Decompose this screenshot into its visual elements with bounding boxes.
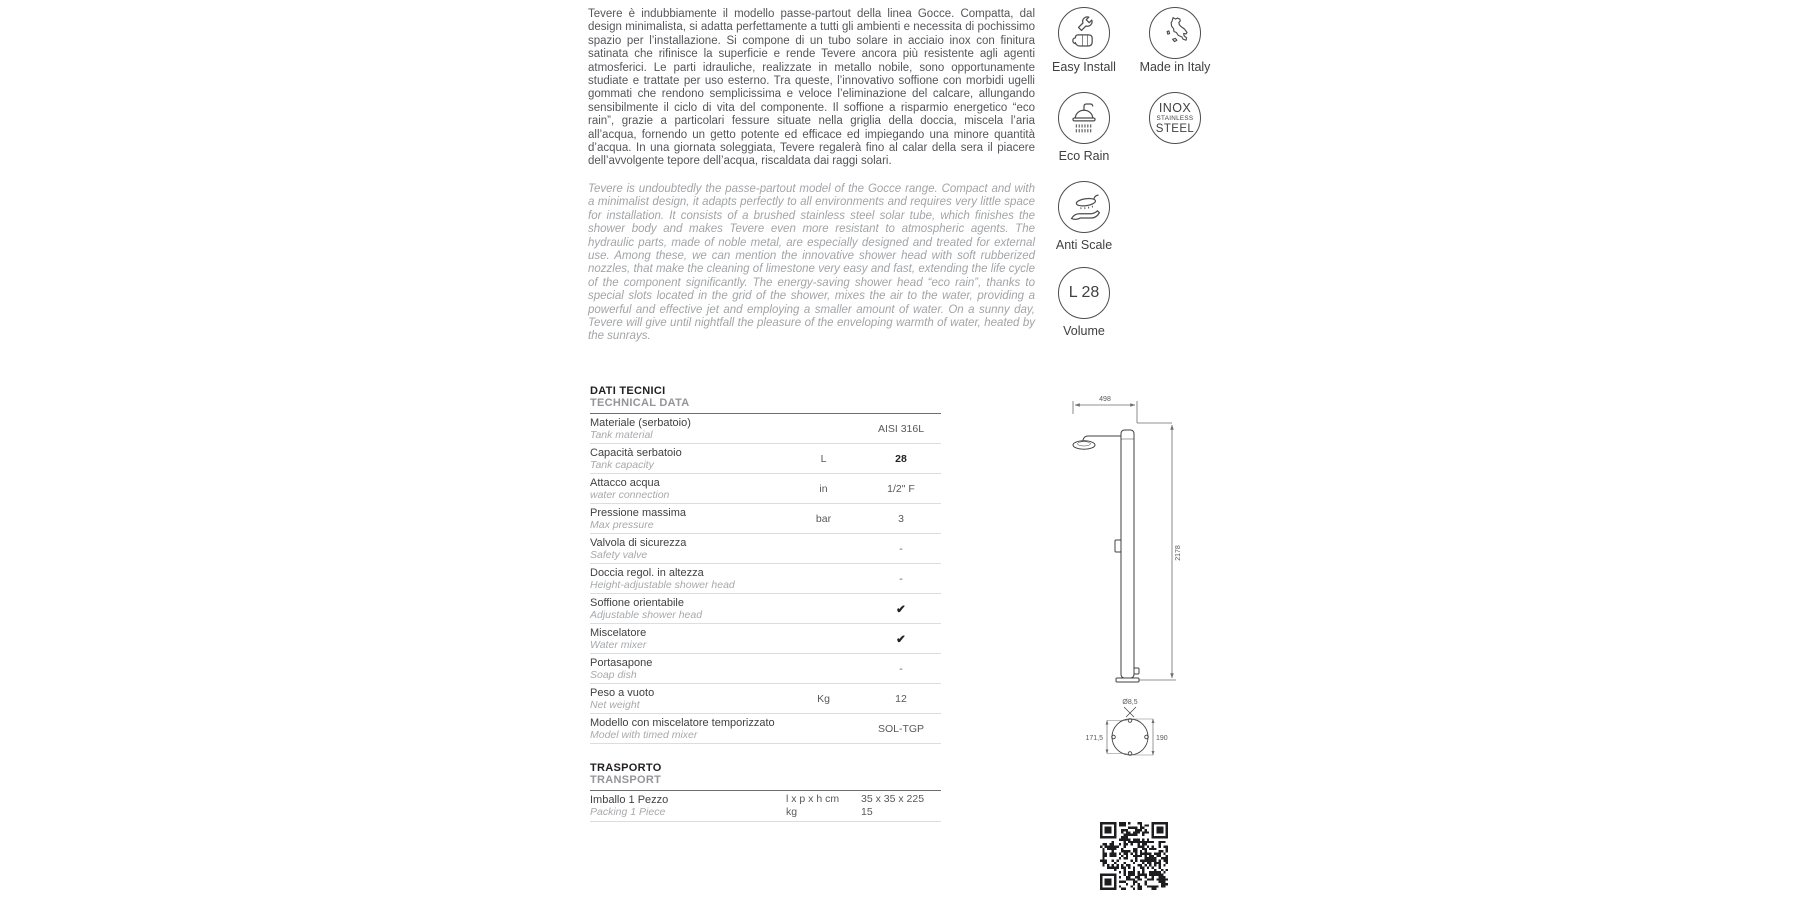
easy-install-badge — [1058, 7, 1110, 59]
height-dimension — [1139, 425, 1176, 680]
transport-header — [590, 762, 941, 791]
row-label-en: Tank capacity — [590, 458, 654, 471]
row-value-checkmark: ✔ — [896, 633, 906, 646]
row-label-it: Modello con miscelatore temporizzato — [590, 716, 775, 729]
inox-line2: STAINLESS — [1156, 114, 1194, 122]
width-dimension — [1073, 401, 1172, 423]
wrench-hand-icon — [1058, 8, 1110, 58]
row-unit: l x p x h cm kg — [786, 793, 840, 818]
base-dimensions — [1107, 719, 1153, 755]
anti-scale-label: Anti Scale — [1055, 238, 1113, 252]
row-unit: bar — [815, 512, 832, 525]
row-label-en: Soap dish — [590, 668, 637, 681]
row-label-en: Water mixer — [590, 638, 647, 651]
row-value: - — [899, 662, 903, 675]
section-title-it: TRASPORTO — [590, 762, 662, 774]
base-dim-right-label: 190 — [1156, 735, 1168, 742]
volume-badge — [1058, 267, 1110, 319]
paragraph-italian: Tevere è indubbiamente il modello passe-partout della linea Gocce. Compatta, dal design minimalista, si adatta perfettamente a tutti gli ambienti e necessita di pochissimo spazio per l’installazione. Si compone di un tubo solare in acciaio inox con finitura satinata che rifinisce la superficie e rende Tevere ancora più resistente agli agenti atmosferici. Le parti idrauliche, realizzate in metallo nobile, sono opportunamente studiate e trattate per uso esterno. Tra queste, l’innovativo soffione con morbidi ugelli gommati che rendono semplicissima e veloce l’eliminazione del calcare, allungando sensibilmente il ciclo di vita del componente. Il soffione a risparmio energetico “eco rain”, grazie a particolari fessure situate nella griglia della doccia, miscela l’aria all’acqua, fornendo un getto potente ed efficace ed impiegando una minore quantità d’acqua. In una giornata soleggiata, Tevere regalerà fino al calar della sera il piacere dell’avvolgente tepore dell’acqua, riscaldata dai raggi solari. — [588, 8, 1035, 168]
technical-data-header — [590, 385, 941, 414]
eco-rain-label: Eco Rain — [1058, 149, 1110, 163]
table-row — [590, 594, 941, 624]
row-label-it: Soffione orientabile — [590, 596, 684, 609]
easy-install-label: Easy Install — [1052, 60, 1116, 74]
hole-dim-label: Ø8,5 — [1122, 699, 1138, 706]
height-dim-label: 2178 — [1175, 545, 1182, 561]
row-label-it: Pressione massima — [590, 506, 686, 519]
section-title-en: TECHNICAL DATA — [590, 397, 690, 409]
anti-scale-badge — [1058, 181, 1110, 233]
technical-data-section — [590, 385, 941, 744]
inox-steel-badge — [1149, 92, 1201, 144]
row-label-en: water connection — [590, 488, 670, 501]
shower-drops-icon — [1058, 93, 1110, 143]
row-label-en: Packing 1 Piece — [590, 806, 666, 818]
shower-hand-icon — [1058, 182, 1110, 232]
table-row — [590, 654, 941, 684]
row-value: 3 — [898, 512, 904, 525]
row-label-it: Capacità serbatoio — [590, 446, 682, 459]
table-row — [590, 624, 941, 654]
row-value: AISI 316L — [877, 422, 925, 435]
table-row — [590, 534, 941, 564]
row-label-it: Materiale (serbatoio) — [590, 416, 691, 429]
row-label-en: Max pressure — [590, 518, 654, 531]
table-row — [590, 564, 941, 594]
row-value: 28 — [895, 452, 907, 465]
inox-line1: INOX — [1158, 100, 1192, 115]
row-label-it: Attacco acqua — [590, 476, 660, 489]
table-row — [590, 791, 941, 822]
row-unit: L — [820, 452, 827, 465]
row-label-it: Doccia regol. in altezza — [590, 566, 704, 579]
shower-column — [1073, 430, 1139, 682]
technical-drawing — [1050, 390, 1210, 790]
row-value: 12 — [895, 692, 907, 705]
row-label-en: Safety valve — [590, 548, 648, 561]
row-value: SOL-TGP — [877, 722, 925, 735]
row-label-it: Portasapone — [590, 656, 653, 669]
section-title-it: DATI TECNICI — [590, 385, 666, 397]
table-row — [590, 504, 941, 534]
italy-map-icon — [1149, 8, 1201, 58]
inox-line3: STEEL — [1155, 122, 1195, 135]
volume-value: L 28 — [1068, 284, 1100, 301]
table-row — [590, 414, 941, 444]
table-row — [590, 474, 941, 504]
section-title-en: TRANSPORT — [590, 774, 662, 786]
row-unit: in — [819, 482, 828, 495]
row-label-it: Peso a vuoto — [590, 686, 655, 699]
width-dim-label: 498 — [1099, 396, 1111, 403]
base-dim-left-label: 171,5 — [1085, 735, 1103, 742]
row-value: 35 x 35 x 225 15 — [861, 793, 925, 818]
row-value: - — [899, 542, 903, 555]
table-row — [590, 714, 941, 744]
qr-code — [1100, 822, 1168, 890]
row-label-en: Model with timed mixer — [590, 728, 698, 741]
made-in-italy-badge — [1149, 7, 1201, 59]
row-label-en: Net weight — [590, 698, 640, 711]
row-label-it: Miscelatore — [590, 626, 647, 639]
row-value: 1/2" F — [887, 482, 915, 495]
row-label-en: Tank material — [590, 428, 653, 441]
row-unit: Kg — [817, 692, 830, 705]
row-label-it: Imballo 1 Pezzo — [590, 794, 669, 806]
transport-section — [590, 762, 941, 822]
table-row — [590, 444, 941, 474]
made-in-italy-label: Made in Italy — [1139, 60, 1211, 74]
table-row — [590, 684, 941, 714]
row-value: - — [899, 572, 903, 585]
eco-rain-badge — [1058, 92, 1110, 144]
row-label-it: Valvola di sicurezza — [590, 536, 687, 549]
row-label-en: Height-adjustable shower head — [590, 578, 735, 591]
row-value-checkmark: ✔ — [896, 603, 906, 616]
base-plate-detail — [1112, 707, 1149, 755]
intro-text-block — [588, 8, 1035, 344]
paragraph-english: Tevere is undoubtedly the passe-partout model of the Gocce range. Compact and with a minimalist design, it adapts perfectly to all environments and requires very little space for installation. It consists of a brushed stainless steel solar tube, which finishes the shower body and makes Tevere even more resistant to atmospheric agents. The hydraulic parts, made of noble metal, are especially designed and treated for external use. Among these, we can mention the innovative shower head with soft rubberized nozzles, that make the cleaning of limestone very easy and fast, extending the life cycle of the component significantly. The energy-saving shower head “eco rain”, thanks to special slots located in the grid of the shower, mixes the air to the water, providing a powerful and effective jet and employing a smaller amount of water. On a sunny day, Tevere will give until nightfall the pleasure of the enveloping warmth of water, heated by the sunrays. — [588, 182, 1035, 343]
volume-label: Volume — [1063, 324, 1105, 338]
row-label-en: Adjustable shower head — [590, 608, 703, 621]
